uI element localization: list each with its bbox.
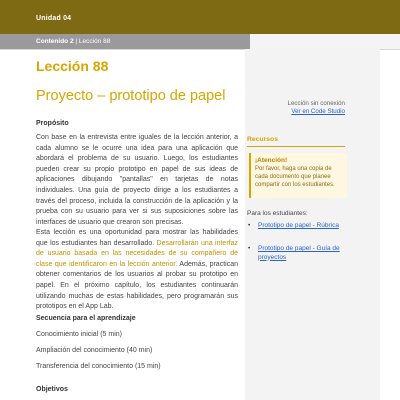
bullet-icon: • [248,222,251,229]
code-studio-link[interactable]: Ver en Code Studio [291,108,345,115]
resources-divider [247,146,345,147]
breadcrumb [36,38,110,45]
lesson-title: Proyecto – prototipo de papel [36,88,226,104]
sequence-item: Ampliación del conocimiento (40 min) [36,347,153,354]
breadcrumb-lesson: Lección 88 [78,38,111,45]
sequence-item: Conocimiento inicial (5 min) [36,331,122,338]
paragraph-2-highlight: Desarrollarán una interfaz de usuario basada en las necesidades de su compañero de clase que identificaron en la lección anterior. [36,239,238,268]
offline-lesson-label: Lección sin conexión [287,100,345,107]
purpose-heading: Propósito [36,120,69,127]
purpose-paragraph-2 [36,228,238,313]
breadcrumb-separator: | [75,38,78,45]
students-label: Para los estudiantes: [247,210,308,217]
unit-label: Unidad 04 [36,15,72,22]
breadcrumb-content[interactable]: Contenido 2 [36,38,74,45]
resource-link-project-guide[interactable]: Prototipo de papel - Guía de proyectos [258,245,340,261]
attention-title: ¡Atención! [255,157,288,164]
objectives-heading: Objetivos [36,386,68,393]
sequence-item: Transferencia del conocimiento (15 min) [36,363,161,370]
bullet-icon: • [248,245,251,252]
lesson-number: Lección 88 [36,58,109,74]
attention-text: Por favor, haga una copia de cada documento que planee compartir con los estudiantes. [255,166,335,188]
resource-link-rubric[interactable]: Prototipo de papel - Rúbrica [258,222,339,229]
sequence-heading: Secuencia para el aprendizaje [36,315,136,322]
paragraph-2-rest: Además, practican obtener comentarios de los usuarios al probar su prototipo en papel. En el próximo capítulo, los estudiantes continuarán utilizando muchas de estas habilidades, pero programarán sus prototipos en el App Lab. [36,260,238,311]
paragraph-2-intro: Esta lección es una oportunidad para mostrar las habilidades que los estudiantes han desarrollado. [36,229,238,247]
purpose-paragraph-1: Con base en la entrevista entre iguales de la lección anterior, a cada alumno se le ocurre una idea para una aplicación que abordará el problema de su usuario. Luego, los estudiantes pueden crear su propio prototipo en papel de sus ideas de aplicaciones dibujando "pantallas" en tarjetas de notas individuales. Una guía de proyecto dirige a los estudiantes a través del proceso, incluida la construcción de la aplicación y la prueba con su usuario para ver si sus suposiciones sobre las interfaces de usuario que crearon son precisas. [36,134,238,226]
resources-heading: Recursos [247,136,278,143]
